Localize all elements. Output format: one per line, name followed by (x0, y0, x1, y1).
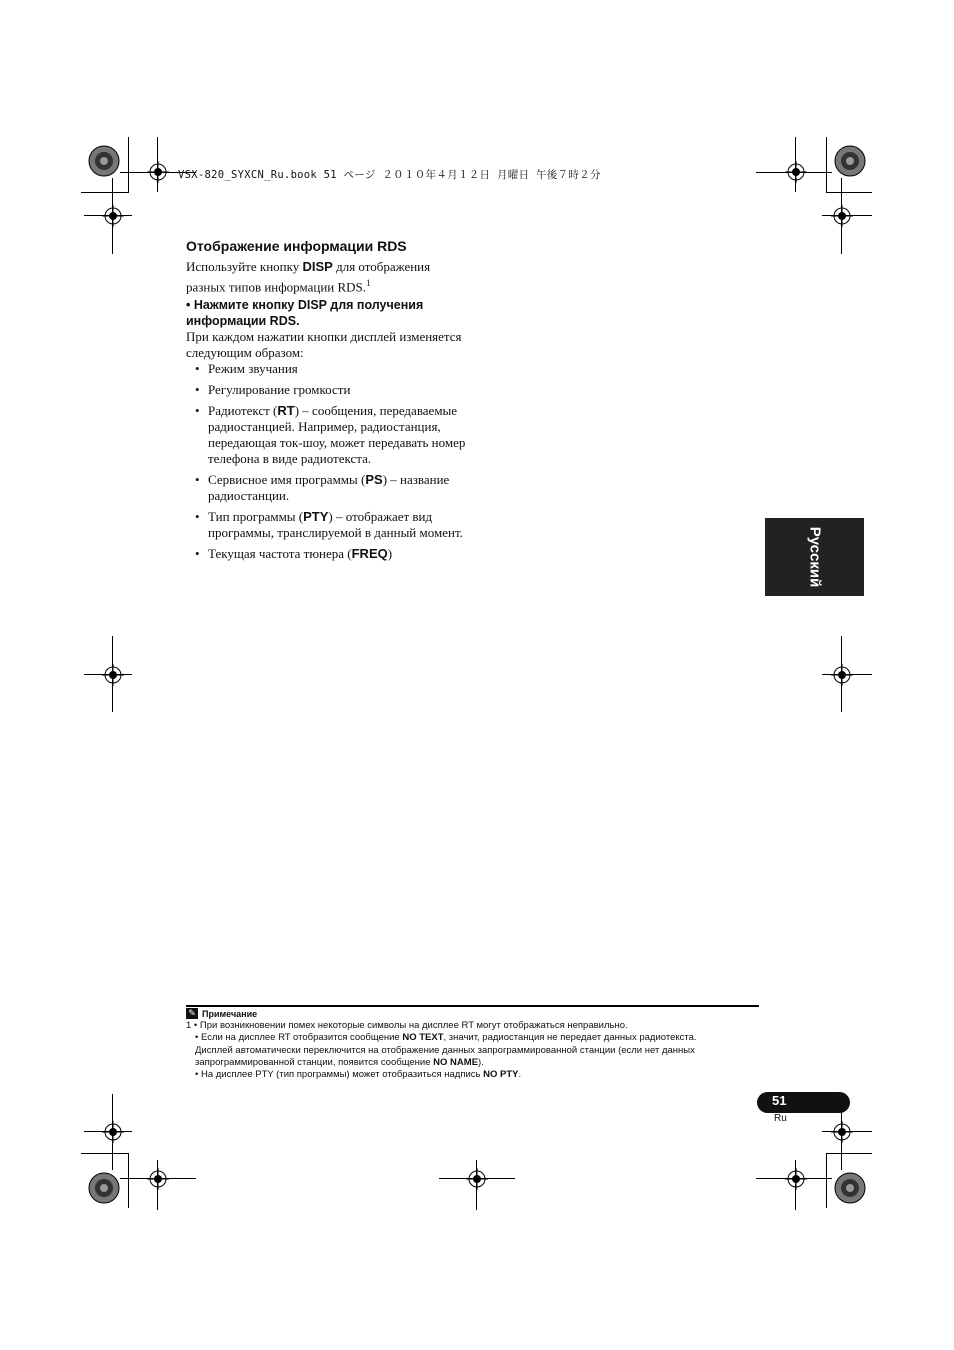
page-number-badge (757, 1092, 850, 1113)
list-item: • Регулирование громкости (195, 382, 351, 397)
note-line: • Если на дисплее RT отобразится сообщение NO TEXT, значит, радиостанция не передает данных радиотекста. (195, 1032, 697, 1044)
page-number: 51 (772, 1093, 787, 1108)
bullet: • (195, 382, 200, 397)
notes-heading-label: Примечание (202, 1008, 258, 1019)
bullet: • (195, 509, 200, 524)
crosshair-icon (102, 664, 124, 686)
intro-paragraph (186, 259, 466, 295)
list-item: • Текущая частота тюнера (FREQ) (195, 546, 393, 561)
list-item: • Радиотекст (RT) – сообщения, передаваемые радиостанцией. Например, радиостанция, передающая ток-шоу, может передавать номер телефона в виде радиотекста. (195, 403, 466, 466)
list-item: • Тип программы (PTY) – отображает вид программы, транслируемой в данный момент. (195, 509, 463, 540)
note-line: • На дисплее PTY (тип программы) может отобразиться надпись NO PTY. (195, 1069, 522, 1081)
freq-key-label: FREQ (351, 546, 388, 561)
language-tab (765, 518, 864, 596)
page-language-code: Ru (774, 1113, 787, 1124)
notes-body (186, 1020, 766, 1081)
registration-circle-icon (833, 1171, 867, 1205)
crosshair-icon (102, 205, 124, 227)
crosshair-icon (147, 1168, 169, 1190)
print-file-header: VSX-820_SYXCN_Ru.book 51 ページ ２０１０年４月１２日 月曜日 午後７時２分 (178, 169, 601, 181)
display-modes-list (186, 361, 466, 567)
notes-divider (186, 1005, 759, 1007)
language-tab-label: Русский (806, 526, 823, 588)
bullet: • (195, 403, 200, 418)
intro-text-before: Используйте кнопку (186, 259, 303, 274)
list-item: • Сервисное имя программы (PS) – название радиостанции. (195, 472, 450, 503)
crosshair-icon (102, 1121, 124, 1143)
crosshair-icon (831, 664, 853, 686)
footnote-ref: 1 (366, 278, 371, 288)
pencil-note-icon: ✎ (186, 1008, 198, 1019)
rt-key-label: RT (277, 403, 295, 418)
bullet: • (195, 361, 200, 376)
step-instruction: • Нажмите кнопку DISP для получения информации RDS. (186, 298, 424, 328)
crosshair-icon (831, 1121, 853, 1143)
change-paragraph: При каждом нажатии кнопки дисплей изменяется следующим образом: (186, 329, 462, 360)
crosshair-icon (831, 205, 853, 227)
crosshair-icon (785, 1168, 807, 1190)
bullet: • (195, 472, 200, 487)
bullet: • (195, 546, 200, 561)
registration-circle-icon (833, 144, 867, 178)
pty-key-label: PTY (303, 509, 329, 524)
notes-heading (186, 1008, 257, 1019)
ps-key-label: PS (365, 472, 383, 487)
disp-key-label: DISP (302, 259, 333, 274)
crosshair-icon (466, 1168, 488, 1190)
list-item: • Режим звучания (195, 361, 298, 376)
registration-circle-icon (87, 1171, 121, 1205)
note-line: 1 • При возникновении помех некоторые символы на дисплее RT могут отображаться неправильно. (186, 1020, 628, 1031)
registration-circle-icon (87, 144, 121, 178)
section-title: Отображение информации RDS (186, 238, 407, 254)
note-line: Дисплей автоматически переключится на отображение данных запрограммированной станции (если нет данных (195, 1044, 695, 1056)
intro-text-after: для отображения разных типов информации RDS. (186, 259, 431, 295)
note-line: запрограммированной станции, появится сообщение NO NAME). (195, 1056, 484, 1068)
